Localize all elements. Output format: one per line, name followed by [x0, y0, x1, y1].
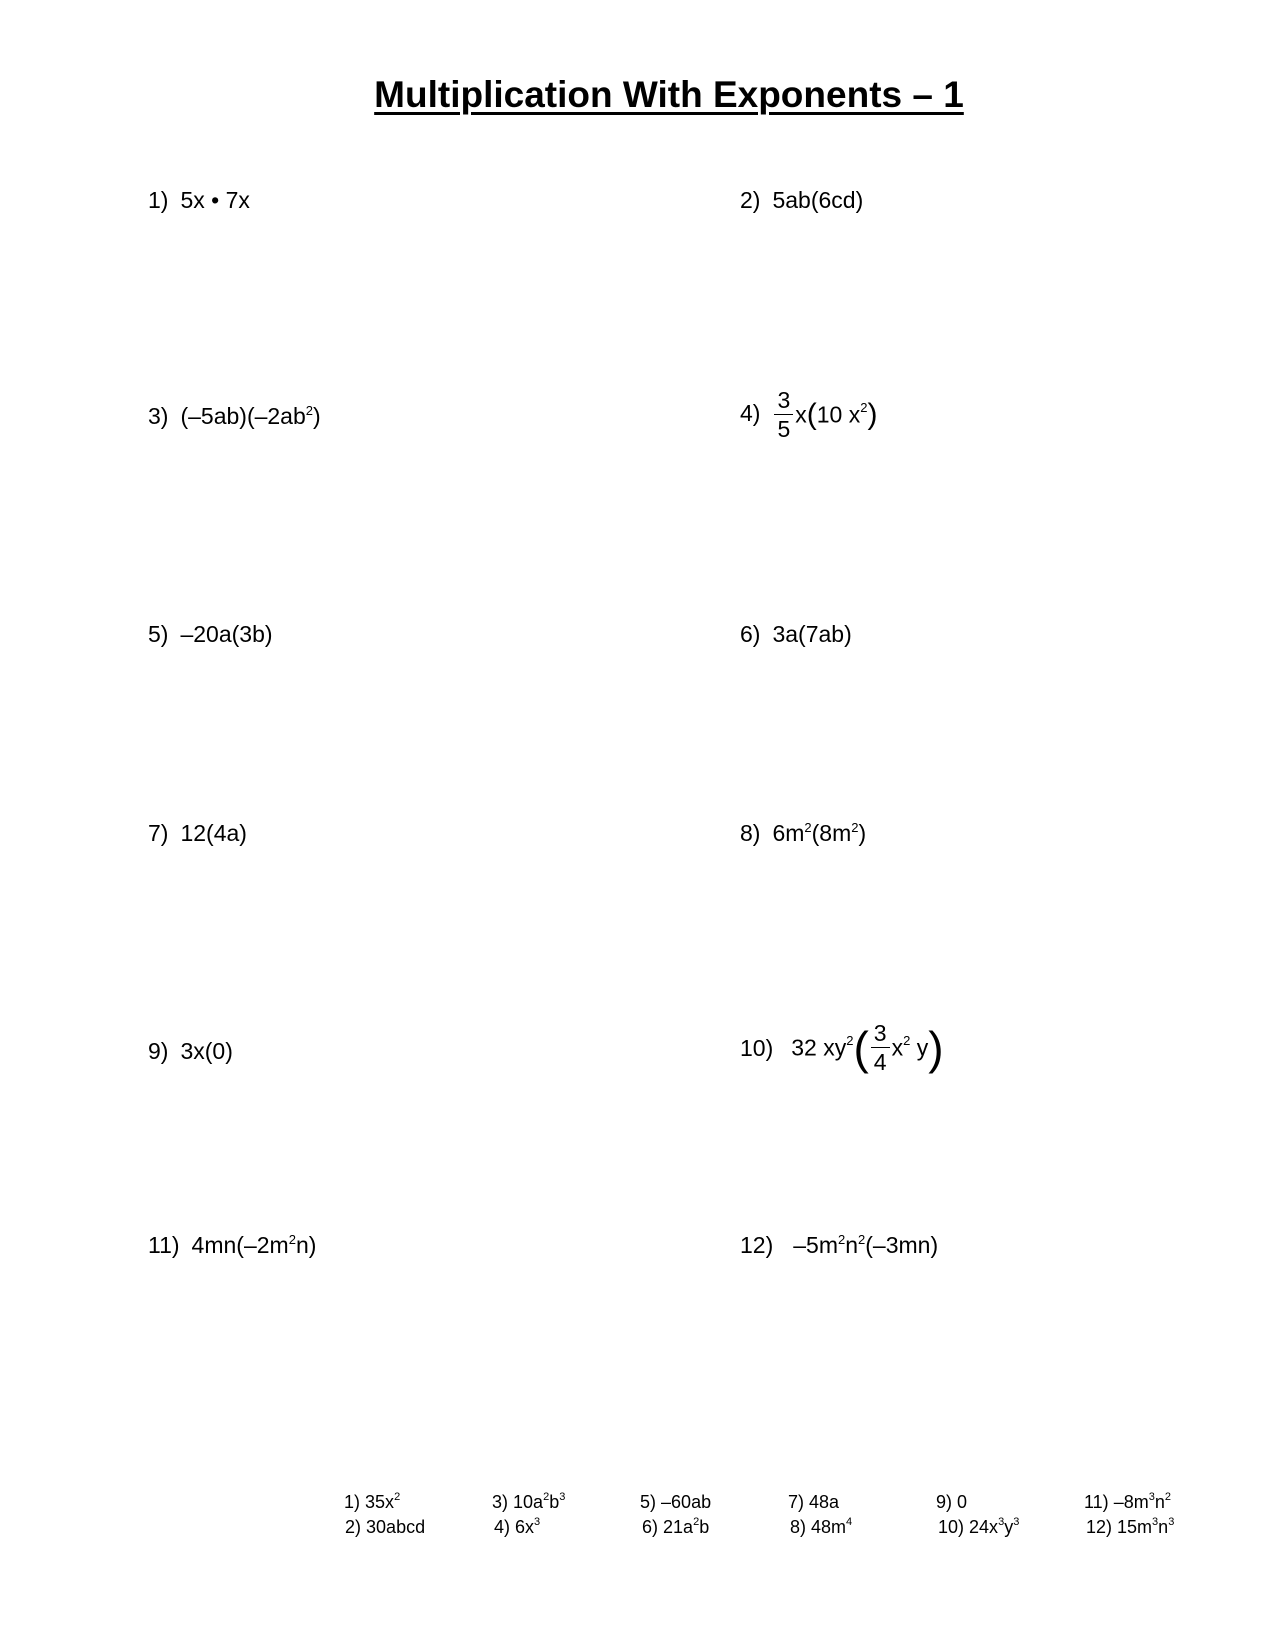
exponent: 3	[559, 1491, 566, 1503]
problem-number: 11)	[148, 1232, 180, 1258]
expression-part: 6m	[772, 820, 805, 846]
exponent: 2	[693, 1516, 700, 1528]
answer-9	[936, 1493, 967, 1511]
answer-number: 11)	[1084, 1492, 1109, 1512]
answer-part: 35x	[365, 1492, 395, 1512]
exponent: 2	[543, 1491, 550, 1503]
problem-10	[740, 1022, 944, 1074]
answer-part: 21a	[663, 1517, 694, 1537]
problem-number: 1)	[148, 187, 169, 213]
answer-number: 9)	[936, 1492, 953, 1512]
problem-number: 8)	[740, 820, 761, 846]
answer-part: 6x	[515, 1517, 535, 1537]
answer-6	[642, 1518, 709, 1536]
answer-number: 5)	[640, 1492, 657, 1512]
expression-part: )	[313, 403, 321, 429]
fraction	[871, 1022, 890, 1074]
problem-number: 12)	[740, 1232, 774, 1258]
fraction-numerator: 3	[871, 1022, 890, 1048]
expression: 3a(7ab)	[772, 621, 852, 647]
fraction	[774, 389, 793, 441]
problem-4	[740, 389, 877, 441]
answer-number: 3)	[492, 1492, 509, 1512]
expression-part: (–3mn)	[865, 1232, 939, 1258]
expression-part: n	[845, 1232, 859, 1258]
exponent: 2	[838, 1232, 846, 1247]
fraction-numerator: 3	[774, 389, 793, 415]
exponent: 2	[1164, 1491, 1171, 1503]
problem-11	[148, 1234, 316, 1257]
expression-part: )	[858, 820, 867, 846]
problem-6	[740, 623, 852, 646]
answer-part: b	[549, 1492, 560, 1512]
answer-part: n	[1154, 1492, 1165, 1512]
exponent: 2	[851, 820, 859, 835]
exponent: 3	[534, 1516, 541, 1528]
answer-number: 8)	[790, 1517, 807, 1537]
problem-number: 10)	[740, 1034, 774, 1061]
problem-12	[740, 1234, 938, 1257]
expression-part: n)	[295, 1232, 317, 1258]
answer-part: b	[699, 1517, 710, 1537]
answer-12	[1086, 1518, 1174, 1536]
answer-2	[345, 1518, 425, 1536]
answer-number: 4)	[494, 1517, 511, 1537]
exponent: 2	[394, 1491, 401, 1503]
expression-part: 32 xy	[791, 1034, 847, 1061]
close-paren: )	[867, 398, 878, 431]
exponent: 2	[288, 1232, 296, 1247]
problem-number: 7)	[148, 820, 169, 846]
page-title: Multiplication With Exponents – 1	[374, 74, 964, 115]
problem-2	[740, 189, 863, 212]
exponent: 3	[1013, 1516, 1020, 1528]
expression: 5x • 7x	[180, 187, 250, 213]
answer-number: 12)	[1086, 1517, 1113, 1537]
answer-8	[790, 1518, 852, 1536]
expression-part: 10 x	[816, 401, 861, 428]
problem-number: 9)	[148, 1038, 169, 1064]
problem-3	[148, 405, 321, 428]
expression: 5ab(6cd)	[772, 187, 864, 213]
answer-number: 6)	[642, 1517, 659, 1537]
exponent: 2	[860, 400, 868, 416]
problem-number: 2)	[740, 187, 761, 213]
exponent: 2	[846, 1033, 854, 1049]
problem-number: 4)	[740, 400, 761, 427]
open-paren: (	[853, 1022, 869, 1074]
answer-part: 48m	[811, 1517, 847, 1537]
exponent: 3	[1168, 1516, 1175, 1528]
answer-10	[938, 1518, 1019, 1536]
exponent: 2	[903, 1033, 911, 1049]
answer-part: 30abcd	[366, 1517, 426, 1537]
expression-part: x	[891, 1034, 904, 1061]
answer-part: 0	[957, 1492, 968, 1512]
problem-9	[148, 1040, 233, 1063]
expression-part: 4mn(–2m	[191, 1232, 289, 1258]
fraction-denominator: 5	[777, 416, 791, 442]
exponent: 2	[305, 403, 313, 418]
answer-part: –8m	[1113, 1492, 1149, 1512]
exponent: 2	[804, 820, 812, 835]
answer-number: 7)	[788, 1492, 805, 1512]
expression-part: x	[795, 401, 807, 428]
problem-7	[148, 822, 247, 845]
answer-11	[1084, 1493, 1171, 1511]
answer-4	[494, 1518, 540, 1536]
expression-part: (–5ab)(–2ab	[180, 403, 306, 429]
expression-part: (8m	[811, 820, 852, 846]
problem-1	[148, 189, 250, 212]
expression-part: –5m	[793, 1232, 838, 1258]
answer-number: 2)	[345, 1517, 362, 1537]
answer-7	[788, 1493, 839, 1511]
problem-8	[740, 822, 866, 845]
problem-number: 3)	[148, 403, 169, 429]
problem-5	[148, 623, 273, 646]
problem-number: 5)	[148, 621, 169, 647]
answer-1	[344, 1493, 400, 1511]
expression: 3x(0)	[180, 1038, 233, 1064]
answer-part: 48a	[809, 1492, 840, 1512]
answer-5	[640, 1493, 711, 1511]
answer-part: –60ab	[661, 1492, 712, 1512]
fraction-denominator: 4	[873, 1049, 887, 1075]
answer-number: 10)	[938, 1517, 965, 1537]
answer-part: 15m	[1117, 1517, 1153, 1537]
exponent: 2	[858, 1232, 866, 1247]
open-paren: (	[806, 398, 817, 431]
answer-part: y	[1004, 1517, 1014, 1537]
exponent: 3	[1148, 1491, 1155, 1503]
answer-part: 24x	[969, 1517, 999, 1537]
expression: 12(4a)	[180, 820, 247, 846]
answer-part: n	[1158, 1517, 1169, 1537]
answer-part: 10a	[513, 1492, 544, 1512]
exponent: 4	[846, 1516, 853, 1528]
expression: –20a(3b)	[180, 621, 273, 647]
close-paren: )	[928, 1022, 944, 1074]
answer-3	[492, 1493, 565, 1511]
problem-number: 6)	[740, 621, 761, 647]
exponent: 3	[1152, 1516, 1159, 1528]
answer-number: 1)	[344, 1492, 361, 1512]
exponent: 3	[998, 1516, 1005, 1528]
expression-part: y	[910, 1034, 929, 1061]
